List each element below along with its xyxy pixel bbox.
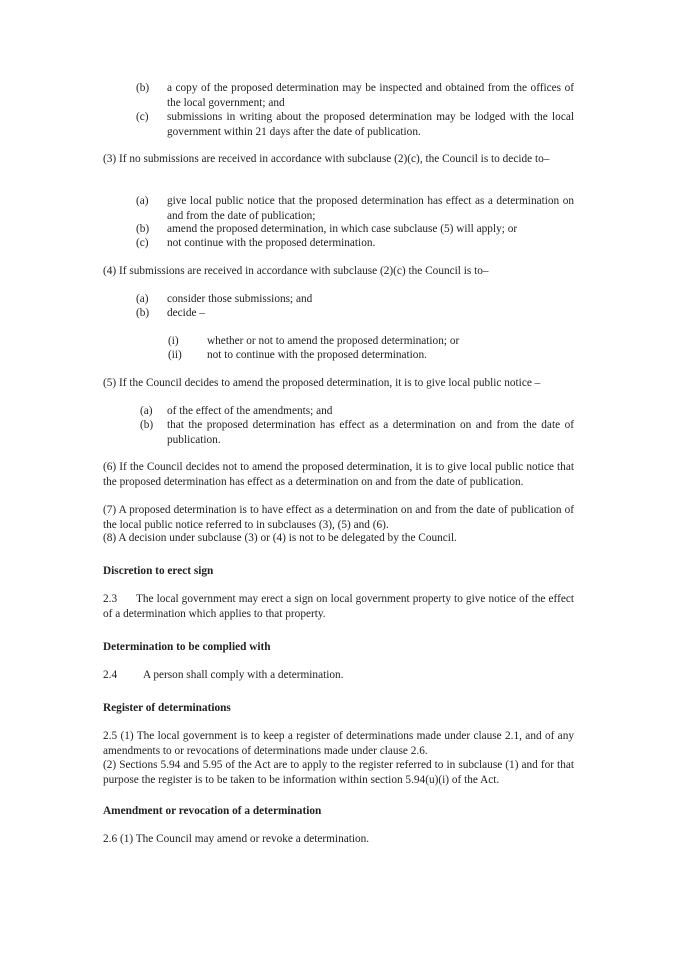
item-text: a copy of the proposed determination may be inspected and obtained from the offices of the local government; and	[167, 82, 574, 109]
clause-2-6-1: 2.6 (1) The Council may amend or revoke a determination.	[103, 833, 370, 845]
subitem-label: (i)	[168, 335, 179, 347]
subitem-label: (ii)	[168, 349, 182, 361]
item-label: (c)	[136, 237, 149, 249]
item-text: consider those submissions; and	[167, 293, 313, 305]
item-text: that the proposed determination has effect as a determination on and from the date of publication.	[167, 419, 574, 446]
item-label: (a)	[136, 293, 149, 305]
item-text: submissions in writing about the proposed determination may be lodged with the local government within 21 days after the date of publication.	[167, 111, 574, 138]
subitem-text: not to continue with the proposed determination.	[207, 349, 427, 361]
item-label: (b)	[136, 82, 150, 94]
item-label: (a)	[136, 195, 149, 207]
item-text: amend the proposed determination, in which case subclause (5) will apply; or	[167, 223, 518, 235]
item-text: give local public notice that the proposed determination has effect as a determination on and from the date of publication;	[167, 195, 574, 222]
clause-2-5-1: 2.5 (1) The local government is to keep a register of determinations made under clause 2.1, and of any amendments to or revocations of determinations made under clause 2.6.	[103, 730, 574, 757]
item-label: (c)	[136, 111, 149, 123]
clause-2-5-2: (2) Sections 5.94 and 5.95 of the Act are to apply to the register referred to in subclause (1) and for that purpose the register is to be taken to be information within section 5.94(u)(i) of the Act.	[103, 759, 574, 786]
clause-number: 2.4	[103, 669, 118, 681]
subclause-5: (5) If the Council decides to amend the proposed determination, it is to give local public notice –	[103, 377, 541, 389]
clause-text: The local government may erect a sign on local government property to give notice of the effect of a determination which applies to that property.	[103, 593, 574, 620]
subclause-4: (4) If submissions are received in accordance with subclause (2)(c) the Council is to–	[103, 265, 489, 277]
subclause-6: (6) If the Council decides not to amend the proposed determination, it is to give local public notice that the proposed determination has effect as a determination on and from the date of publication.	[103, 461, 574, 488]
section-heading: Amendment or revocation of a determination	[103, 805, 322, 817]
section-heading: Register of determinations	[103, 702, 231, 714]
item-label: (b)	[140, 419, 154, 431]
item-label: (b)	[136, 307, 150, 319]
subclause-3: (3) If no submissions are received in accordance with subclause (2)(c), the Council is to decide to–	[103, 153, 550, 165]
item-label: (a)	[140, 405, 153, 417]
section-heading: Discretion to erect sign	[103, 565, 214, 577]
subclause-8: (8) A decision under subclause (3) or (4) is not to be delegated by the Council.	[103, 532, 457, 544]
subclause-7: (7) A proposed determination is to have effect as a determination on and from the date of publication of the local public notice referred to in subclauses (3), (5) and (6).	[103, 504, 574, 531]
item-text: not continue with the proposed determination.	[167, 237, 376, 249]
clause-number: 2.3	[103, 593, 118, 605]
item-text: decide –	[167, 307, 205, 319]
item-label: (b)	[136, 223, 150, 235]
subitem-text: whether or not to amend the proposed determination; or	[207, 335, 460, 347]
section-heading: Determination to be complied with	[103, 641, 271, 653]
item-text: of the effect of the amendments; and	[167, 405, 333, 417]
clause-text: A person shall comply with a determination.	[143, 669, 344, 681]
